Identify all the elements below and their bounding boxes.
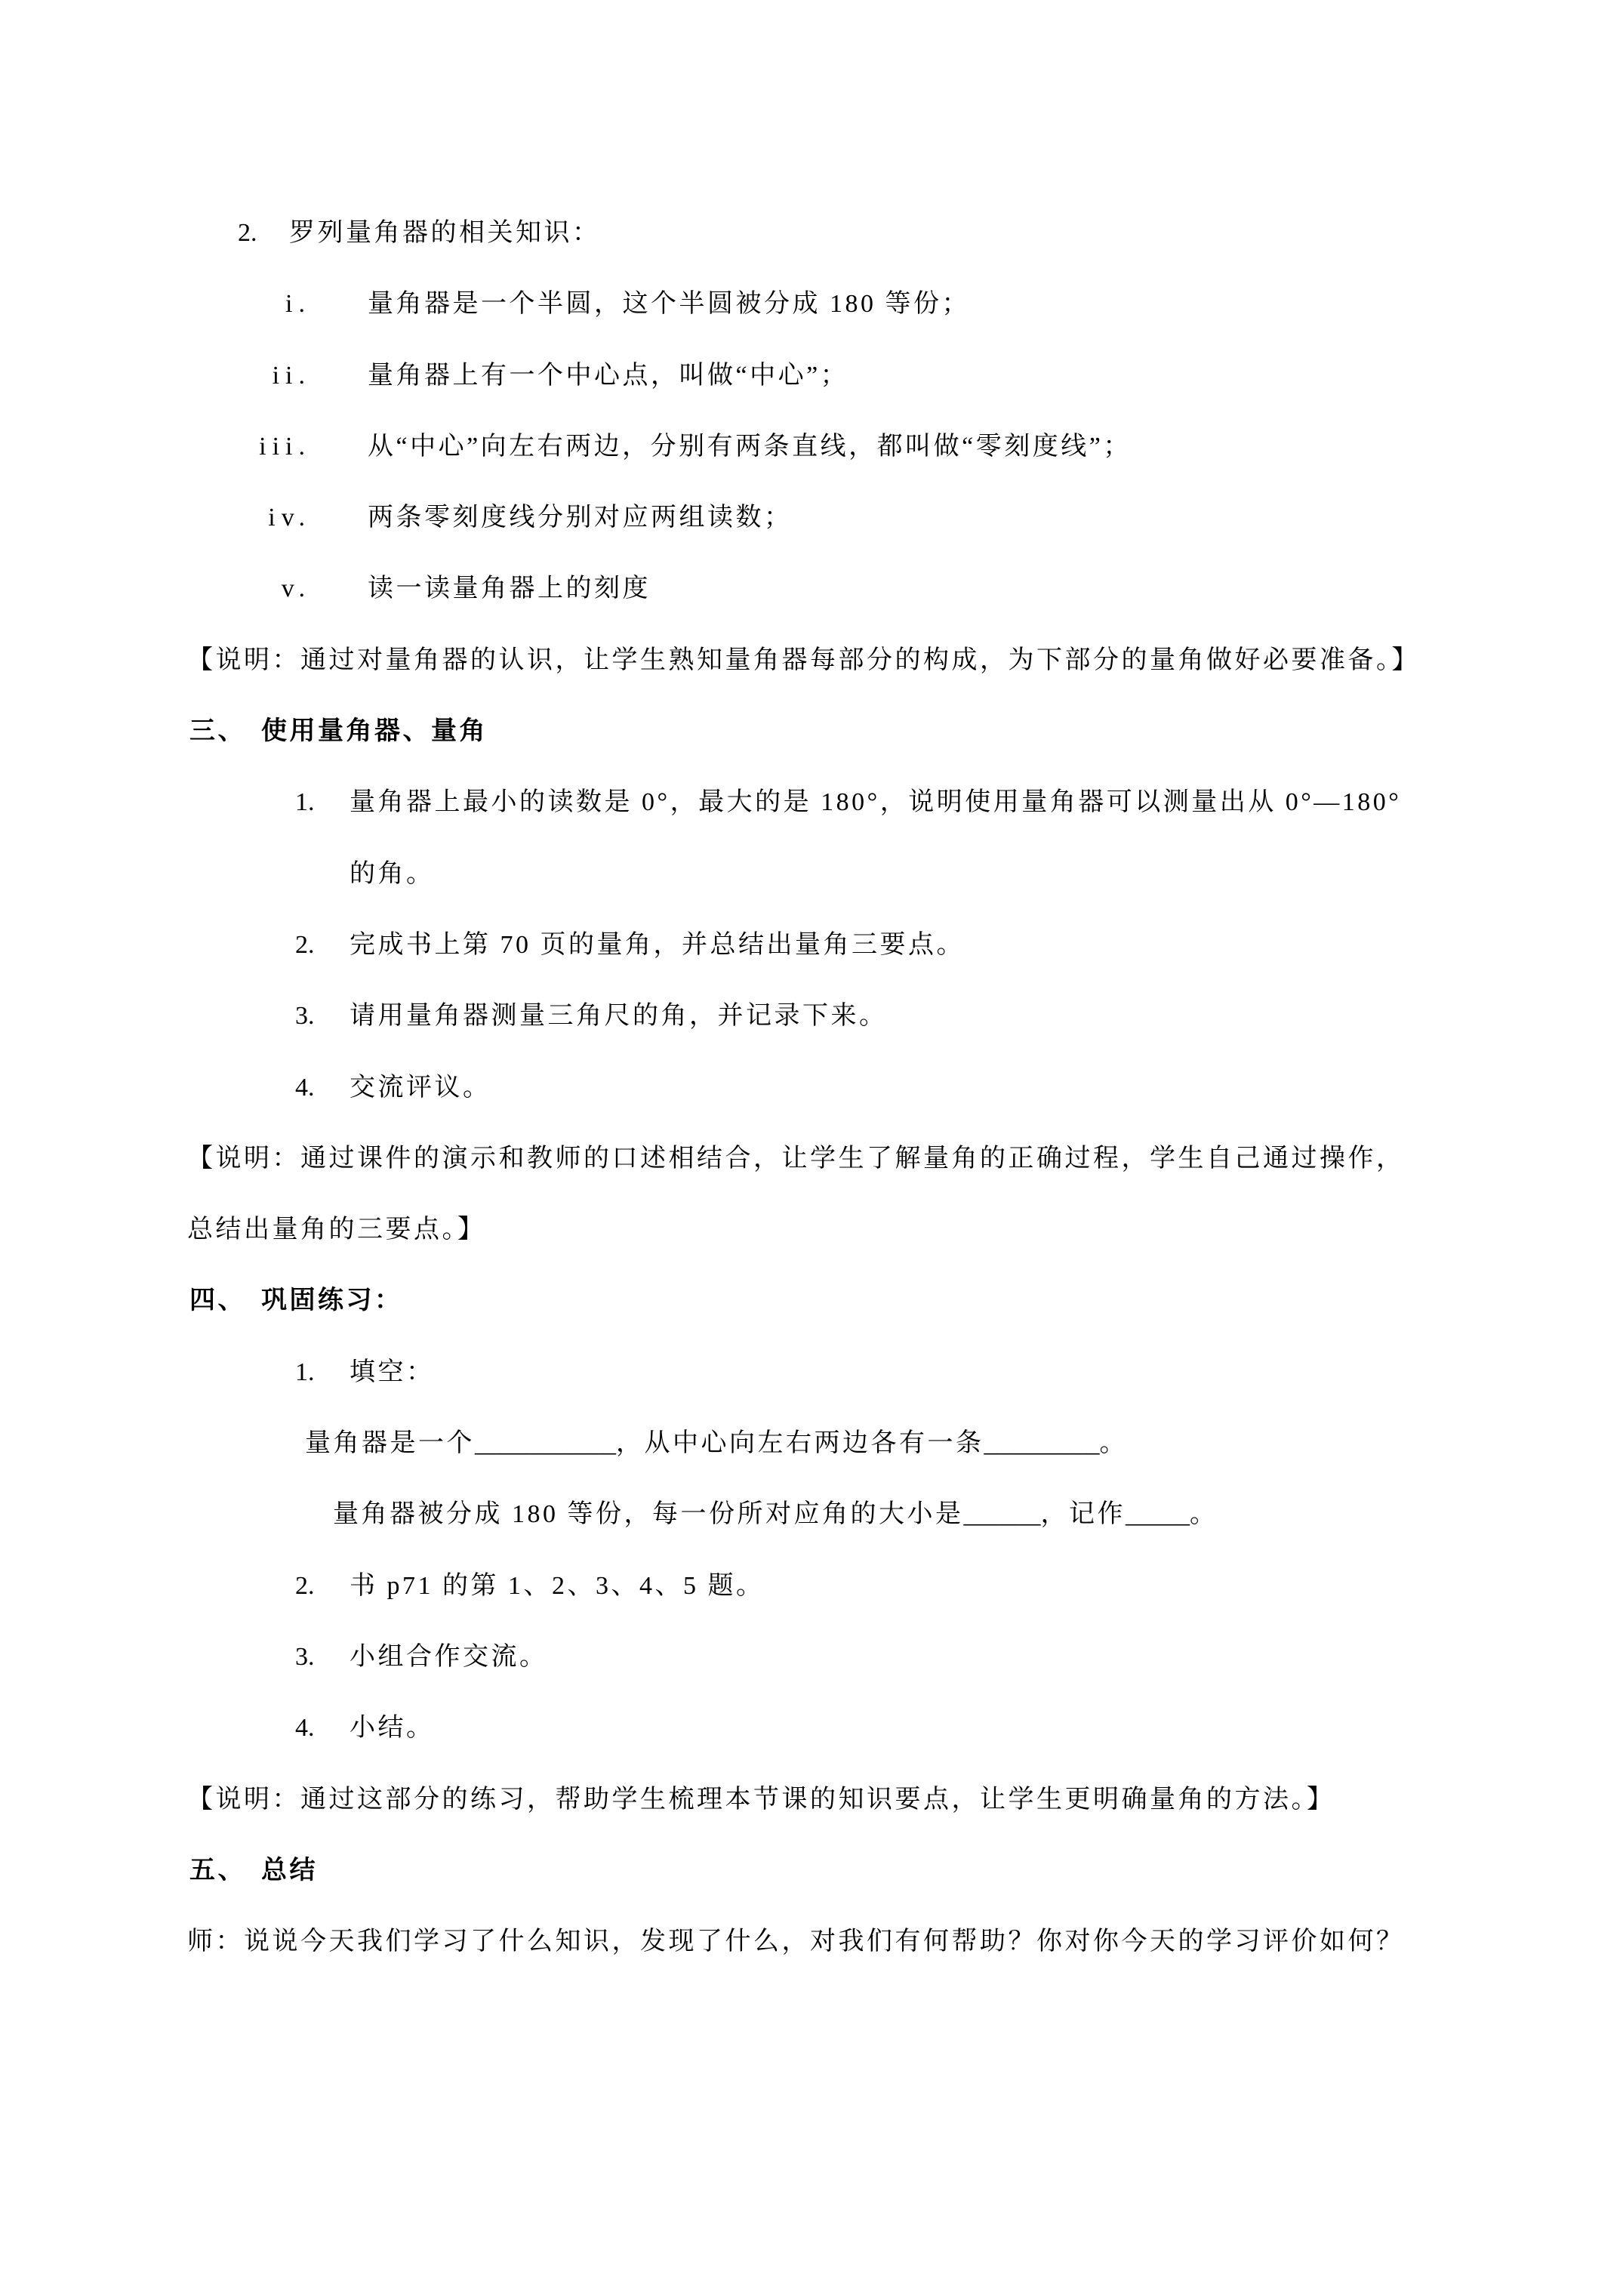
list-marker: v. [281, 575, 311, 603]
fill-in-line-2 [0, 1479, 1623, 1550]
fill-text: ，从中心向左右两边各有一条 [616, 1429, 984, 1458]
section-heading-5 [0, 1835, 1623, 1906]
section-heading-4 [0, 1265, 1623, 1336]
list-item-roman-iv [0, 482, 1623, 553]
fill-text: 量角器是一个 [305, 1429, 475, 1458]
list-item-2 [0, 198, 1623, 269]
fill-text: 量角器被分成 180 等份，每一份所对应角的大小是 [333, 1500, 964, 1529]
list-marker: i. [285, 290, 311, 319]
list-text: 小结。 [350, 1714, 435, 1743]
list-marker: 2. [295, 930, 315, 959]
heading-number: 五、 [189, 1856, 246, 1885]
list-text: 请用量角器测量三角尺的角，并记录下来。 [350, 1002, 888, 1031]
teacher-line: 师：说说今天我们学习了什么知识，发现了什么，对我们有何帮助？你对你今天的学习评价如何？ [187, 1928, 1405, 1956]
fill-text: 。 [1099, 1429, 1128, 1458]
section3-item-4 [0, 1052, 1623, 1123]
list-text: 填空： [350, 1358, 435, 1386]
list-item-roman-iii [0, 411, 1623, 482]
section4-item-1 [0, 1337, 1623, 1408]
list-marker: 3. [295, 1642, 315, 1671]
list-text: 量角器上最小的读数是 0°，最大的是 180°，说明使用量角器可以测量出从 0°—180° [350, 788, 1402, 817]
list-item-roman-ii [0, 341, 1623, 411]
section3-item-1 [0, 767, 1623, 838]
heading-title: 使用量角器、量角 [261, 717, 488, 746]
blank-underline: ______ [963, 1500, 1041, 1529]
section-heading-3 [0, 696, 1623, 767]
list-marker: 2. [238, 219, 257, 247]
section3-item-1-continuation: 的角。 [350, 859, 435, 888]
list-text: 小组合作交流。 [350, 1642, 548, 1671]
section4-item-2 [0, 1551, 1623, 1622]
heading-number: 三、 [189, 717, 246, 746]
list-item-roman-v [0, 553, 1623, 624]
list-marker: 4. [295, 1714, 315, 1743]
list-text: 量角器是一个半圆，这个半圆被分成 180 等份； [368, 290, 970, 319]
list-marker: ii. [272, 361, 311, 390]
section3-item-3 [0, 981, 1623, 1052]
fill-in-line-1 [0, 1408, 1623, 1479]
list-text: 读一读量角器上的刻度 [368, 575, 651, 603]
blank-underline: ___________ [475, 1429, 616, 1458]
section4-item-4 [0, 1693, 1623, 1764]
list-marker: 3. [295, 1002, 315, 1031]
blank-underline: _____ [1126, 1500, 1190, 1529]
list-item-roman-i [0, 269, 1623, 340]
section4-item-3 [0, 1622, 1623, 1693]
blank-underline: _________ [984, 1429, 1100, 1458]
list-marker: iii. [259, 432, 311, 461]
heading-number: 四、 [189, 1287, 246, 1315]
list-marker: 1. [295, 788, 315, 817]
list-text: 从“中心”向左右两边，分别有两条直线，都叫做“零刻度线”； [368, 432, 1132, 461]
heading-title: 巩固练习： [261, 1287, 403, 1315]
note-line-1: 【说明：通过对量角器的认识，让学生熟知量角器每部分的构成，为下部分的量角做好必要准备。】 [187, 646, 1420, 674]
list-text: 书 p71 的第 1、2、3、4、5 题。 [350, 1571, 765, 1600]
list-marker: 4. [295, 1073, 315, 1102]
heading-title: 总结 [261, 1856, 318, 1885]
list-marker: 2. [295, 1571, 315, 1600]
list-text: 完成书上第 70 页的量角，并总结出量角三要点。 [350, 930, 965, 959]
list-text: 量角器上有一个中心点，叫做“中心”； [368, 361, 849, 390]
fill-text: 。 [1190, 1500, 1218, 1529]
list-marker: 1. [295, 1358, 315, 1386]
note-line-2a: 【说明：通过课件的演示和教师的口述相结合，让学生了解量角的正确过程，学生自己通过操作， [187, 1144, 1405, 1173]
list-marker: iv. [268, 504, 311, 532]
section3-item-2 [0, 910, 1623, 981]
list-text: 交流评议。 [350, 1073, 491, 1102]
list-text: 两条零刻度线分别对应两组读数； [368, 504, 793, 532]
list-text: 罗列量角器的相关知识： [289, 219, 601, 247]
note-line-3: 【说明：通过这部分的练习，帮助学生梳理本节课的知识要点，让学生更明确量角的方法。】 [187, 1785, 1335, 1814]
note-line-2b: 总结出量角的三要点。】 [187, 1216, 486, 1244]
fill-text: ，记作 [1040, 1500, 1126, 1529]
